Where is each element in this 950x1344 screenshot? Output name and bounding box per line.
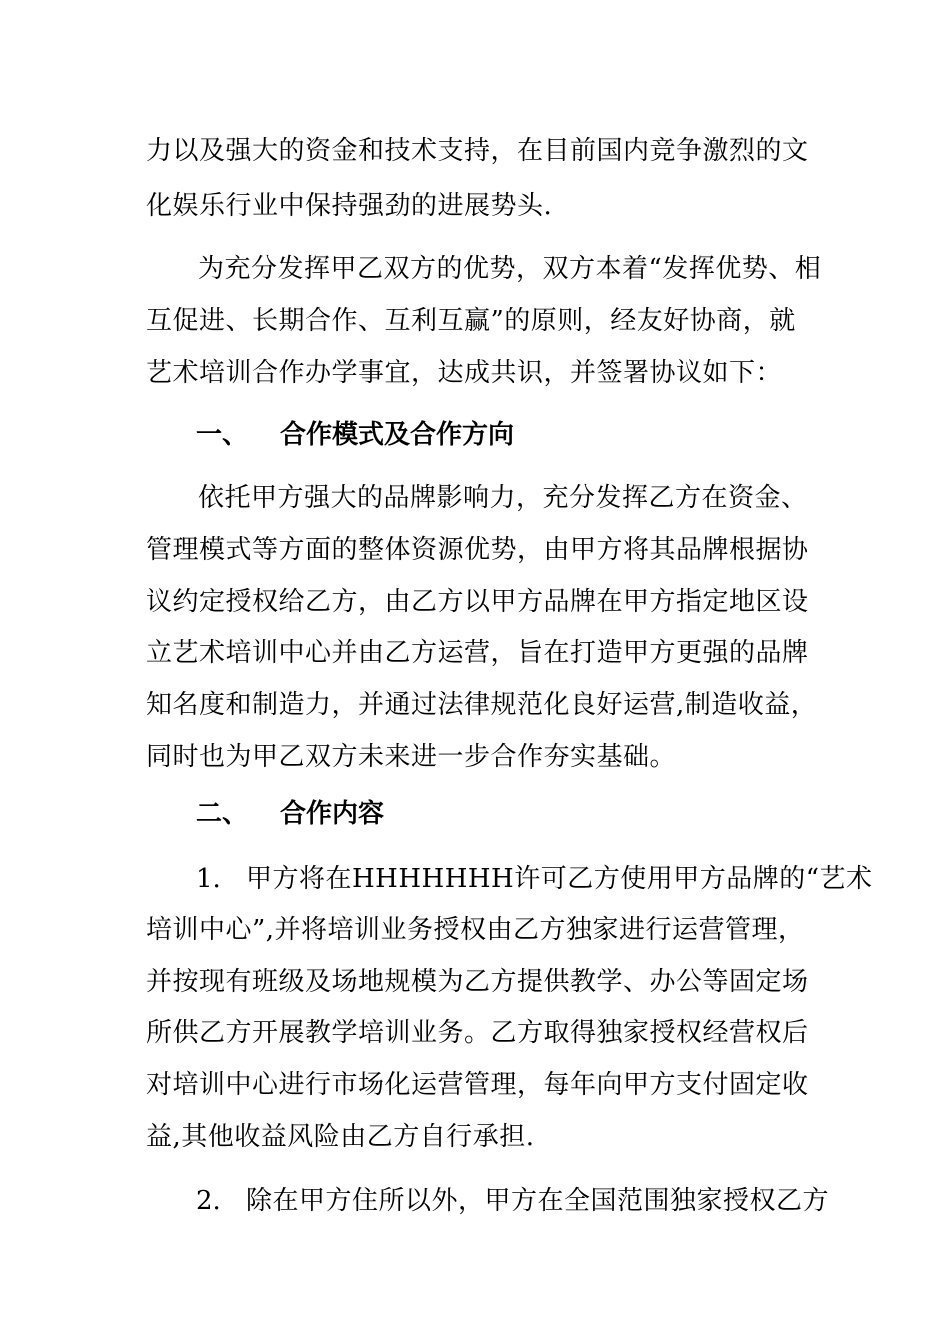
section-number: 二、 [196,799,249,829]
section-title: 合作模式及合作方向 [280,420,515,450]
paragraph-line: 甲方将在HHHHHHH许可乙方使用甲方品牌的“艺术 [246,864,873,894]
paragraph-line: 为充分发挥甲乙双方的优势，双方本着“发挥优势、相 [198,254,822,284]
list-item-number: 2. [196,1186,221,1216]
paragraph-line: 同时也为甲乙双方未来进一步合作夯实基础。 [146,742,677,772]
paragraph-line: 对培训中心进行市场化运营管理，每年向甲方支付固定收 [146,1070,809,1100]
paragraph-line: 并按现有班级及场地规模为乙方提供教学、办公等固定场 [146,967,809,997]
paragraph-line: 立艺术培训中心并由乙方运营，旨在打造甲方更强的品牌 [146,638,809,668]
section-number: 一、 [196,420,249,450]
section-title: 合作内容 [280,799,385,829]
paragraph-line: 力以及强大的资金和技术支持，在目前国内竞争激烈的文 [146,136,809,166]
paragraph-line: 益,其他收益风险由乙方自行承担. [146,1122,535,1152]
paragraph-line: 所供乙方开展教学培训业务。乙方取得独家授权经营权后 [146,1018,809,1048]
paragraph-line: 管理模式等方面的整体资源优势，由甲方将其品牌根据协 [146,535,809,565]
paragraph-line: 知名度和制造力，并通过法律规范化良好运营,制造收益， [146,690,818,720]
paragraph-line: 化娱乐行业中保持强劲的进展势头. [146,191,553,221]
paragraph-line: 除在甲方住所以外，甲方在全国范围独家授权乙方 [246,1186,830,1216]
paragraph-line: 议约定授权给乙方，由乙方以甲方品牌在甲方指定地区设 [146,587,809,617]
list-item-number: 1. [196,864,221,894]
paragraph-line: 互促进、长期合作、互利互赢”的原则，经友好协商，就 [146,306,796,336]
paragraph-line: 艺术培训合作办学事宜，达成共识，并签署协议如下： [146,358,783,388]
paragraph-line: 培训中心”,并将培训业务授权由乙方独家进行运营管理， [146,915,805,945]
paragraph-line: 依托甲方强大的品牌影响力，充分发挥乙方在资金、 [198,483,808,513]
